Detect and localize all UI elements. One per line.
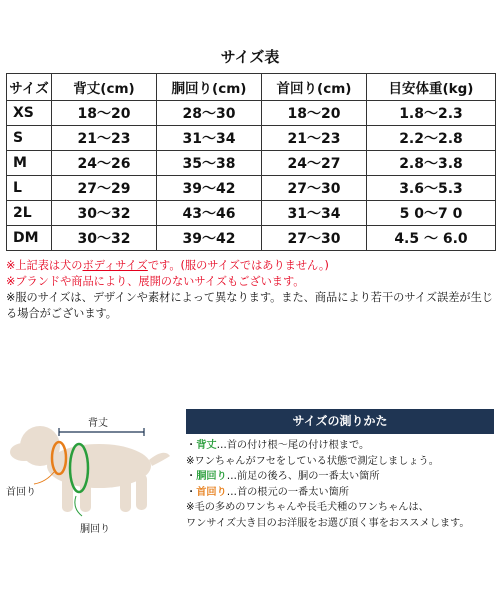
table-cell: 43〜46 (157, 201, 262, 226)
size-cell: M (7, 151, 52, 176)
label-back-length: 背丈 (88, 418, 108, 429)
table-header-row (7, 74, 496, 101)
table-cell: 39〜42 (157, 176, 262, 201)
table-cell: 27〜29 (52, 176, 157, 201)
label-neck: 首回り (6, 487, 36, 498)
table-cell: 31〜34 (262, 201, 367, 226)
body-size-emphasis: ボディサイズ (82, 259, 148, 272)
size-cell: L (7, 176, 52, 201)
table-cell: 31〜34 (157, 126, 262, 151)
column-header: 背丈(cm) (52, 74, 157, 101)
table-cell: 35〜38 (157, 151, 262, 176)
table-cell: 21〜23 (52, 126, 157, 151)
table-row (7, 101, 496, 126)
column-header: 目安体重(kg) (367, 74, 496, 101)
guide-note: ※毛の多めのワンちゃんや長毛犬種のワンちゃんは、 (186, 502, 429, 513)
table-cell: 39〜42 (157, 226, 262, 251)
size-table (6, 73, 496, 251)
dog-silhouette (10, 426, 170, 512)
size-cell: XS (7, 101, 52, 126)
note-garment-size: ※服のサイズは、デザインや素材によって異なります。また、商品により若干のサイズ誤差が生じる場合がございます。 (6, 291, 493, 320)
table-cell: 2.8〜3.8 (367, 151, 496, 176)
table-row (7, 201, 496, 226)
column-header: サイズ (7, 74, 52, 101)
table-cell: 27〜30 (262, 226, 367, 251)
column-header: 首回り(cm) (262, 74, 367, 101)
table-cell: 18〜20 (262, 101, 367, 126)
notes (6, 258, 494, 322)
table-cell: 3.6〜5.3 (367, 176, 496, 201)
page-title: サイズ表 (220, 48, 280, 66)
table-cell: 5 0〜7 0 (367, 201, 496, 226)
table-cell: 24〜27 (262, 151, 367, 176)
size-cell: DM (7, 226, 52, 251)
table-row (7, 151, 496, 176)
label-chest: 胴回り (80, 524, 110, 535)
note-body-size: ※上記表は犬のボディサイズです。(服のサイズではありません。) (6, 259, 329, 272)
column-header: 胴回り(cm) (157, 74, 262, 101)
size-cell: S (7, 126, 52, 151)
table-cell: 30〜32 (52, 226, 157, 251)
guide-item-back: ・背丈…首の付け根〜尾の付け根まで。 (186, 440, 370, 451)
guide-note: ワンサイズ大き目のお洋服をお選び頂く事をおススメします。 (186, 517, 470, 529)
table-cell: 30〜32 (52, 201, 157, 226)
table-cell: 2.2〜2.8 (367, 126, 496, 151)
guide-item-neck: ・首回り…首の根元の一番太い箇所 (186, 486, 349, 498)
note-brand-sizes: ※ブランドや商品により、展開のないサイズもございます。 (6, 275, 305, 288)
guide-note: ※ワンちゃんがフセをしている状態で測定しましょう。 (186, 455, 439, 467)
table-cell: 27〜30 (262, 176, 367, 201)
table-cell: 1.8〜2.3 (367, 101, 496, 126)
guide-item-chest: ・胴回り…前足の後ろ、胴の一番太い箇所 (186, 471, 380, 482)
table-cell: 21〜23 (262, 126, 367, 151)
table-cell: 4.5 〜 6.0 (367, 226, 496, 251)
table-cell: 24〜26 (52, 151, 157, 176)
table-row (7, 176, 496, 201)
measure-guide (186, 438, 494, 531)
table-row (7, 126, 496, 151)
table-cell: 18〜20 (52, 101, 157, 126)
size-cell: 2L (7, 201, 52, 226)
table-row (7, 226, 496, 251)
measure-guide-header: サイズの測りかた (186, 409, 494, 434)
table-cell: 28〜30 (157, 101, 262, 126)
